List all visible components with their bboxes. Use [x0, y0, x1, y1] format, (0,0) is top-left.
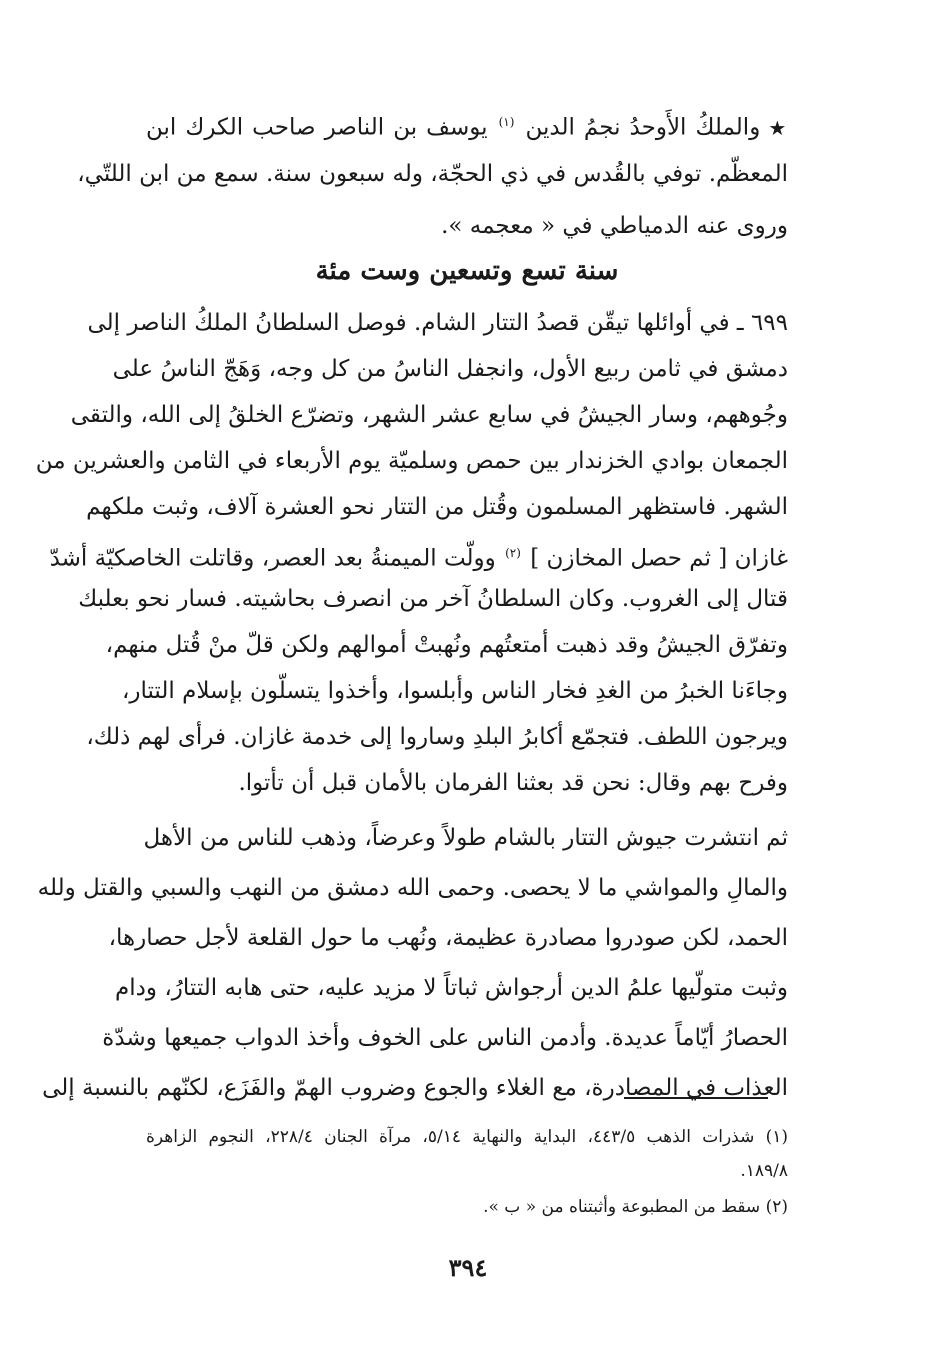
entry-line-3: وروى عنه الدمياطي في « معجمه ».	[441, 213, 788, 239]
body-line: العذاب في المصادرة، مع الغلاء والجوع وضروب الهمّ والفَزَع، لكنّهم بالنسبة إلى	[42, 1075, 788, 1101]
body-line-with-ref	[49, 530, 788, 576]
body-line: وجاءَنا الخبرُ من الغدِ فخار الناس وأبلسوا، وأخذوا يتسلّون بإسلام التتار،	[121, 678, 788, 704]
page-number: ٣٩٤	[448, 1253, 488, 1282]
body-line: ٦٩٩ ـ في أوائلها تيقّن قصدُ التتار الشام. فوصل السلطانُ الملكُ الناصر إلى	[87, 310, 788, 336]
footnote-ref-1[interactable]: (١)	[498, 115, 515, 129]
entry-text-1a: والملكُ الأَوحدُ نجمُ الدين	[525, 114, 761, 141]
entry-text-1b: يوسف بن الناصر صاحب الكرك ابن	[146, 114, 488, 141]
entry-line-2: المعظّم. توفي بالقُدس في ذي الحجّة، وله سبعون سنة. سمع من ابن اللتّي،	[77, 161, 788, 187]
body-line: الحمد، لكن صودروا مصادرة عظيمة، ونُهب ما حول القلعة لأجل حصارها،	[108, 925, 788, 951]
body-line: والمالِ والمواشي ما لا يحصى. وحمى الله دمشق من النهب والسبي والقتل ولله	[37, 875, 788, 901]
footnote-2: (٢) سقط من المطبوعة وأثبتناه من « ب ».	[483, 1197, 788, 1217]
body-line: الحصارُ أيّاماً عديدة. وأدمن الناس على الخوف وأخذ الدواب جميعها وشدّة	[102, 1025, 788, 1051]
year-heading: سنة تسع وتسعين وست مئة	[315, 256, 619, 286]
body-line: وثبت متولّيها علمُ الدين أرجواش ثباتاً لا مزيد عليه، حتى هابه التتارُ، ودام	[115, 975, 788, 1001]
body-line: ويرجون اللطف. فتجمّع أكابرُ البلدِ وساروا إلى خدمة غازان. فرأى لهم ذلك،	[86, 724, 788, 750]
star-icon: ★	[768, 115, 788, 140]
body-text-6b: وولّت الميمنةُ بعد العصر، وقاتلت الخاصكيّة أشدّ	[49, 545, 496, 572]
body-text-6a: غازان [ ثم حصل المخازن ]	[530, 545, 788, 572]
body-line: ثم انتشرت جيوش التتار بالشام طولاً وعرضاً، وذهب للناس من الأهل	[143, 825, 788, 851]
body-line: دمشق في ثامن ربيع الأول، وانجفل الناسُ من كل وجه، وَهَجّ الناسُ على	[112, 356, 788, 382]
body-line: وتفرّق الجيشُ وقد ذهبت أمتعتُهم ونُهبتْ أموالهم ولكن قلّ منْ قُتل منهم،	[105, 632, 788, 658]
footnote-1-line-1: (١) شذرات الذهب ٤٤٣/٥، البداية والنهاية ٥/١٤، مرآة الجنان ٢٢٨/٤، النجوم الزاهرة	[146, 1127, 789, 1147]
body-line: وفرح بهم وقال: نحن قد بعثنا الفرمان بالأمان قبل أن تأتوا.	[238, 770, 788, 796]
body-line: قتال إلى الغروب. وكان السلطانُ آخر من انصرف بحاشيته. فسار نحو بعلبك	[78, 586, 788, 612]
body-line: وجُوههم، وسار الجيشُ في سابع عشر الشهر، وتضرّع الخلقُ إلى الله، والتقى	[70, 402, 788, 428]
body-line: الشهر. فاستظهر المسلمون وقُتل من التتار نحو العشرة آلاف، وثبت ملكهم	[86, 494, 788, 520]
entry-line-1	[146, 96, 788, 148]
footnote-1-line-2: ١٨٩/٨.	[740, 1161, 788, 1181]
footnote-ref-2[interactable]: (٢)	[505, 546, 521, 560]
body-line: الجمعان بوادي الخزندار بين حمص وسلميّة يوم الأربعاء في الثامن والعشرين من	[35, 448, 788, 474]
